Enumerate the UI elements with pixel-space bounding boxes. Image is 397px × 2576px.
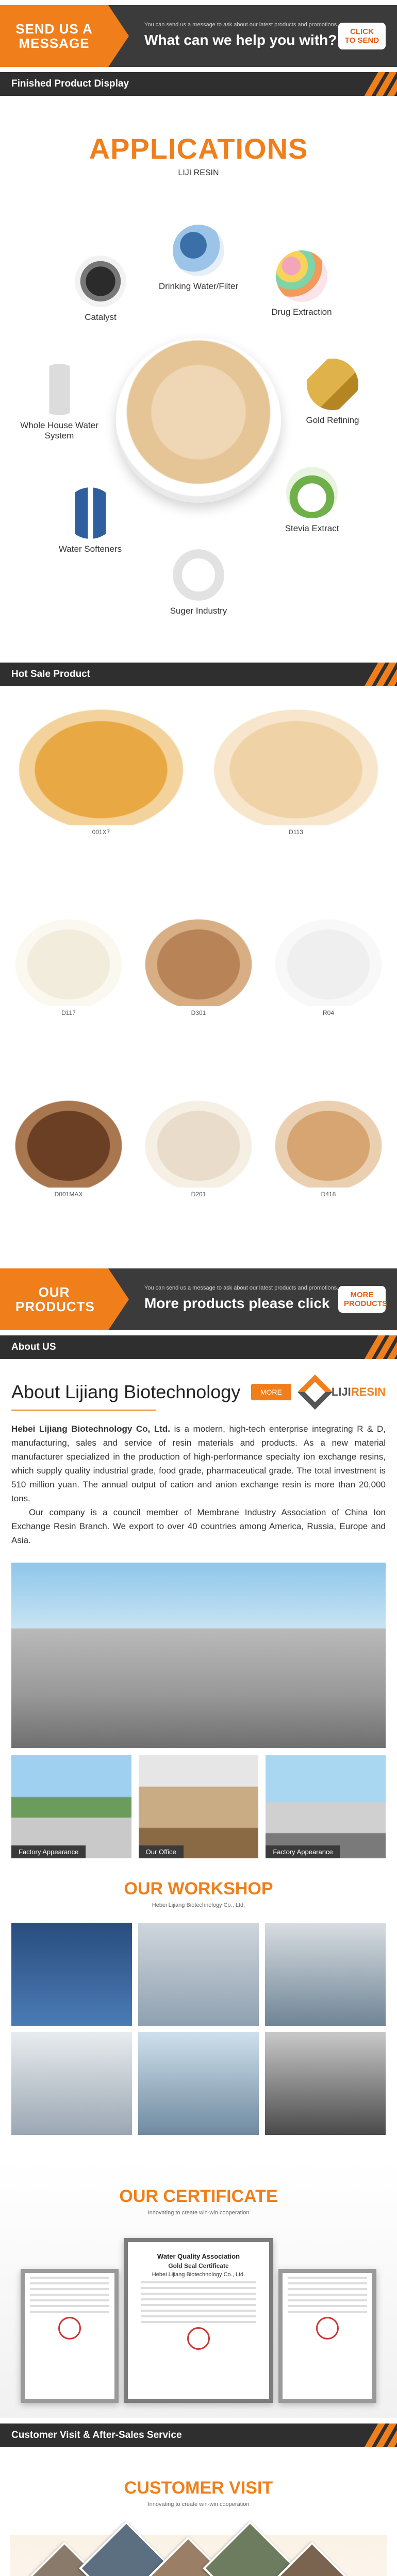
certificate-doc <box>278 2269 376 2403</box>
resin-bowl-image <box>116 338 281 503</box>
product-card[interactable] <box>268 913 389 1087</box>
app-gold-refining: Gold Refining <box>289 359 376 426</box>
visit-section <box>0 2447 397 2576</box>
app-catalyst: Catalyst <box>57 256 144 323</box>
factory-photo: Factory Appearance <box>266 1755 386 1858</box>
stevia-icon <box>286 467 338 518</box>
workshop-photo <box>138 2032 259 2135</box>
product-image[interactable] <box>268 1095 389 1188</box>
product-label[interactable]: 001X7 <box>92 828 110 836</box>
our-products-tag: OUR PRODUCTS <box>0 1268 108 1330</box>
workshop-photo <box>265 1923 386 2026</box>
cta-headline: What can we help you with? <box>144 32 337 48</box>
seal-icon <box>58 2317 81 2340</box>
app-sugar: Suger Industry <box>155 549 242 616</box>
sugar-icon <box>173 549 224 601</box>
more-products-banner[interactable] <box>0 1268 397 1330</box>
cta-small-text: You can send us a message to ask about our latest products and promotions. <box>144 22 339 28</box>
workshop-tagline: Hebei Lijiang Biotechnology Co., Ltd. <box>152 1902 245 1908</box>
logo-diamond-icon <box>297 1375 333 1410</box>
softener-icon <box>64 487 116 539</box>
product-image[interactable] <box>138 1095 259 1188</box>
workshop-photo <box>11 2032 132 2135</box>
visit-tagline: Innovating to create win-win cooperation <box>147 2501 250 2507</box>
hot-products <box>0 686 397 1268</box>
section-title: Finished Product Display <box>11 78 129 89</box>
workshop-photo <box>138 1923 259 2026</box>
certificate-title: OUR CERTIFICATE <box>119 2187 278 2206</box>
about-title: About Lijiang Biotechnology <box>11 1381 241 1402</box>
visit-photo <box>203 2521 297 2576</box>
seal-icon <box>187 2327 210 2350</box>
product-label[interactable]: R04 <box>322 1009 334 1017</box>
about-section <box>0 1359 397 1547</box>
products-cta-small: You can send us a message to ask about our latest products and promotions. <box>144 1285 339 1291</box>
office-photo: Our Office <box>139 1755 259 1858</box>
app-water-softeners: Water Softeners <box>46 487 134 554</box>
more-button[interactable]: MORE <box>251 1384 291 1400</box>
section-title: Hot Sale Product <box>11 669 91 680</box>
product-card[interactable] <box>8 1095 129 1268</box>
pills-icon <box>276 250 327 302</box>
product-label[interactable]: D001MAX <box>54 1190 83 1198</box>
page <box>0 5 397 2576</box>
applications <box>0 96 397 657</box>
app-drug-extraction: Drug Extraction <box>258 250 345 317</box>
product-label[interactable]: D113 <box>289 828 303 836</box>
workshop-photo <box>11 1923 132 2026</box>
factory-panorama-image <box>11 1563 386 1748</box>
more-products-button[interactable]: MORE PRODUCTS <box>338 1286 386 1313</box>
app-drinking-water: Drinking Water/Filter <box>155 225 242 292</box>
certificate-doc-main: Water Quality Association Gold Seal Certificate Hebei Lijiang Biotechnology Co., Ltd. <box>124 2238 273 2403</box>
certificate-section <box>0 2161 397 2418</box>
product-label[interactable]: D301 <box>191 1009 206 1017</box>
product-image[interactable] <box>8 702 194 825</box>
visit-title: CUSTOMER VISIT <box>124 2478 273 2498</box>
product-label[interactable]: D201 <box>191 1190 206 1198</box>
applications-subtitle: LIJI RESIN <box>178 168 219 177</box>
product-label[interactable]: D117 <box>61 1009 76 1017</box>
product-card[interactable] <box>8 702 194 906</box>
company-logo: LIJIRESIN <box>303 1380 386 1404</box>
applications-title: APPLICATIONS <box>89 132 308 165</box>
click-to-send-button[interactable]: CLICK TO SEND <box>338 23 386 49</box>
water-filter-icon <box>173 225 224 276</box>
seal-icon <box>316 2317 339 2340</box>
product-card[interactable] <box>203 702 389 906</box>
factory-photo: Factory Appearance <box>11 1755 131 1858</box>
gold-icon <box>307 359 358 410</box>
product-card[interactable] <box>268 1095 389 1268</box>
certificate-doc <box>21 2269 119 2403</box>
section-finished <box>0 72 397 96</box>
product-image[interactable] <box>203 702 389 825</box>
section-title: Customer Visit & After-Sales Service <box>11 2430 182 2441</box>
workshop-section <box>0 1858 397 2135</box>
product-image[interactable] <box>8 1095 129 1188</box>
water-system-icon <box>34 364 85 415</box>
app-stevia: Stevia Extract <box>268 467 356 534</box>
product-image[interactable] <box>268 913 389 1006</box>
about-paragraph-2: Our company is a council member of Membrane Industry Association of China Ion Exchange Resin Branch. We export to over 40 countries among America, Russia, Europe and Asia. <box>11 1507 386 1545</box>
about-paragraph-1: Hebei Lijiang Biotechnology Co, Ltd. is a modern, high-tech enterprise integrating R & D, manufacturing, sales and service of resin materials and products. As a new material manufacturer specialized in the production of high-performance specialty ion exchange resins, which supply quality industrial grade, food grade, pharmaceutical grade. The total investment is 510 million yuan. The annual output of cation and anion exchange resin is more than 20,000 tons. <box>11 1424 386 1503</box>
products-cta-headline: More products please click <box>144 1295 330 1311</box>
section-about <box>0 1335 397 1359</box>
product-label[interactable]: D418 <box>321 1190 336 1198</box>
send-message-banner[interactable] <box>0 5 397 67</box>
workshop-title: OUR WORKSHOP <box>124 1879 273 1899</box>
send-message-tag: SEND US A MESSAGE <box>0 5 108 67</box>
product-card[interactable] <box>138 913 259 1087</box>
factory-gallery <box>11 1755 386 1858</box>
catalyst-icon <box>75 256 126 307</box>
product-card[interactable] <box>138 1095 259 1268</box>
product-image[interactable] <box>138 913 259 1006</box>
product-card[interactable] <box>8 913 129 1087</box>
app-whole-house: Whole House Water System <box>15 364 103 441</box>
section-title: About US <box>11 1342 56 1352</box>
section-hot-sale <box>0 663 397 686</box>
section-visit <box>0 2424 397 2447</box>
workshop-photo <box>265 2032 386 2135</box>
product-image[interactable] <box>8 913 129 1006</box>
certificate-tagline: Innovating to create win-win cooperation <box>147 2210 250 2216</box>
